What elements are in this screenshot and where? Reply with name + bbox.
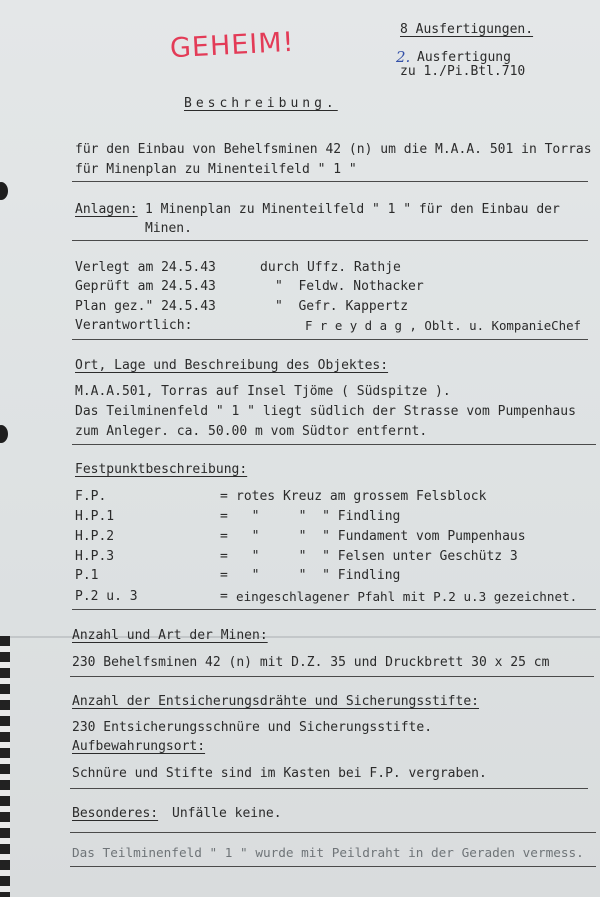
besonderes-label: Besonderes: bbox=[72, 806, 159, 821]
personnel-label: Geprüft am 24.5.43 bbox=[75, 279, 216, 294]
sicherung-heading: Anzahl der Entsicherungsdrähte und Sicherungsstifte: bbox=[72, 694, 479, 709]
anlagen-label: Anlagen: bbox=[75, 202, 138, 217]
fp-key: P.2 u. 3 bbox=[75, 589, 138, 604]
section-rule bbox=[70, 676, 594, 677]
minen-heading: Anzahl und Art der Minen: bbox=[72, 628, 268, 643]
intro-line-2: für Minenplan zu Minenteilfeld " 1 " bbox=[75, 162, 357, 177]
document-title: Beschreibung. bbox=[184, 96, 338, 111]
section-rule bbox=[72, 444, 596, 445]
fp-key: F.P. bbox=[75, 489, 107, 504]
fp-value: " " " Findling bbox=[236, 509, 401, 524]
fp-value: " " " Findling bbox=[236, 568, 401, 583]
aufbewahrung-heading: Aufbewahrungsort: bbox=[72, 739, 206, 754]
secret-stamp: GEHEIM! bbox=[169, 26, 296, 65]
fp-value: " " " Felsen unter Geschütz 3 bbox=[236, 549, 518, 564]
fp-eq: = bbox=[220, 489, 228, 504]
personnel-name: F r e y d a g , Oblt. u. KompanieChef bbox=[305, 318, 582, 333]
fp-value: rotes Kreuz am grossem Felsblock bbox=[236, 489, 487, 504]
ort-line-1: M.A.A.501, Torras auf Insel Tjöme ( Südspitze ). bbox=[75, 384, 451, 399]
personnel-name: " Gefr. Kappertz bbox=[275, 299, 409, 314]
aufbewahrung-text: Schnüre und Stifte sind im Kasten bei F.P. vergraben. bbox=[72, 766, 487, 781]
anlagen-text-2: Minen. bbox=[145, 221, 192, 236]
fp-key: P.1 bbox=[75, 568, 99, 583]
personnel-label: Verlegt am 24.5.43 bbox=[75, 260, 216, 275]
besonderes-text: Unfälle keine. bbox=[172, 806, 282, 821]
fp-value: eingeschlagener Pfahl mit P.2 u.3 gezeichnet. bbox=[236, 589, 578, 604]
fp-eq: = bbox=[220, 529, 228, 544]
film-edge bbox=[0, 636, 10, 897]
copies-count: 8 Ausfertigungen. bbox=[400, 22, 534, 37]
section-rule bbox=[70, 866, 596, 867]
section-rule bbox=[70, 788, 588, 789]
personnel-name: durch Uffz. Rathje bbox=[260, 260, 401, 275]
personnel-label: Verantwortlich: bbox=[75, 318, 193, 333]
anlagen-text-1: 1 Minenplan zu Minenteilfeld " 1 " für den Einbau der bbox=[145, 202, 560, 217]
punch-hole bbox=[0, 425, 8, 443]
personnel-label: Plan gez." 24.5.43 bbox=[75, 299, 216, 314]
fp-value: " " " Fundament vom Pumpenhaus bbox=[236, 529, 526, 544]
fp-eq: = bbox=[220, 549, 228, 564]
fp-eq: = bbox=[220, 509, 228, 524]
ort-line-2: Das Teilminenfeld " 1 " liegt südlich der Strasse vom Pumpenhaus bbox=[75, 404, 576, 419]
fp-key: H.P.2 bbox=[75, 529, 115, 544]
section-rule bbox=[72, 609, 596, 610]
fp-key: H.P.3 bbox=[75, 549, 115, 564]
fp-eq: = bbox=[220, 589, 228, 604]
section-rule bbox=[72, 181, 588, 182]
section-rule bbox=[72, 240, 588, 241]
intro-line-1: für den Einbau von Behelfsminen 42 (n) um die M.A.A. 501 in Torras bbox=[75, 142, 592, 157]
closing-note: Das Teilminenfeld " 1 " wurde mit Peildraht in der Geraden vermess. bbox=[72, 845, 584, 860]
fp-key: H.P.1 bbox=[75, 509, 115, 524]
unit-reference: zu 1./Pi.Btl.710 bbox=[400, 64, 526, 79]
section-rule bbox=[72, 339, 588, 340]
personnel-name: " Feldw. Nothacker bbox=[275, 279, 424, 294]
sicherung-text: 230 Entsicherungsschnüre und Sicherungsstifte. bbox=[72, 720, 433, 735]
handwritten-copy-number: 2. bbox=[396, 48, 411, 66]
ort-heading: Ort, Lage und Beschreibung des Objektes: bbox=[75, 358, 389, 373]
copy-label: Ausfertigung bbox=[417, 50, 511, 65]
fp-eq: = bbox=[220, 568, 228, 583]
punch-hole bbox=[0, 182, 8, 200]
section-rule bbox=[70, 832, 596, 833]
ort-line-3: zum Anleger. ca. 50.00 m vom Südtor entfernt. bbox=[75, 424, 428, 439]
minen-text: 230 Behelfsminen 42 (n) mit D.Z. 35 und Druckbrett 30 x 25 cm bbox=[72, 655, 550, 670]
festpunkt-heading: Festpunktbeschreibung: bbox=[75, 462, 248, 477]
